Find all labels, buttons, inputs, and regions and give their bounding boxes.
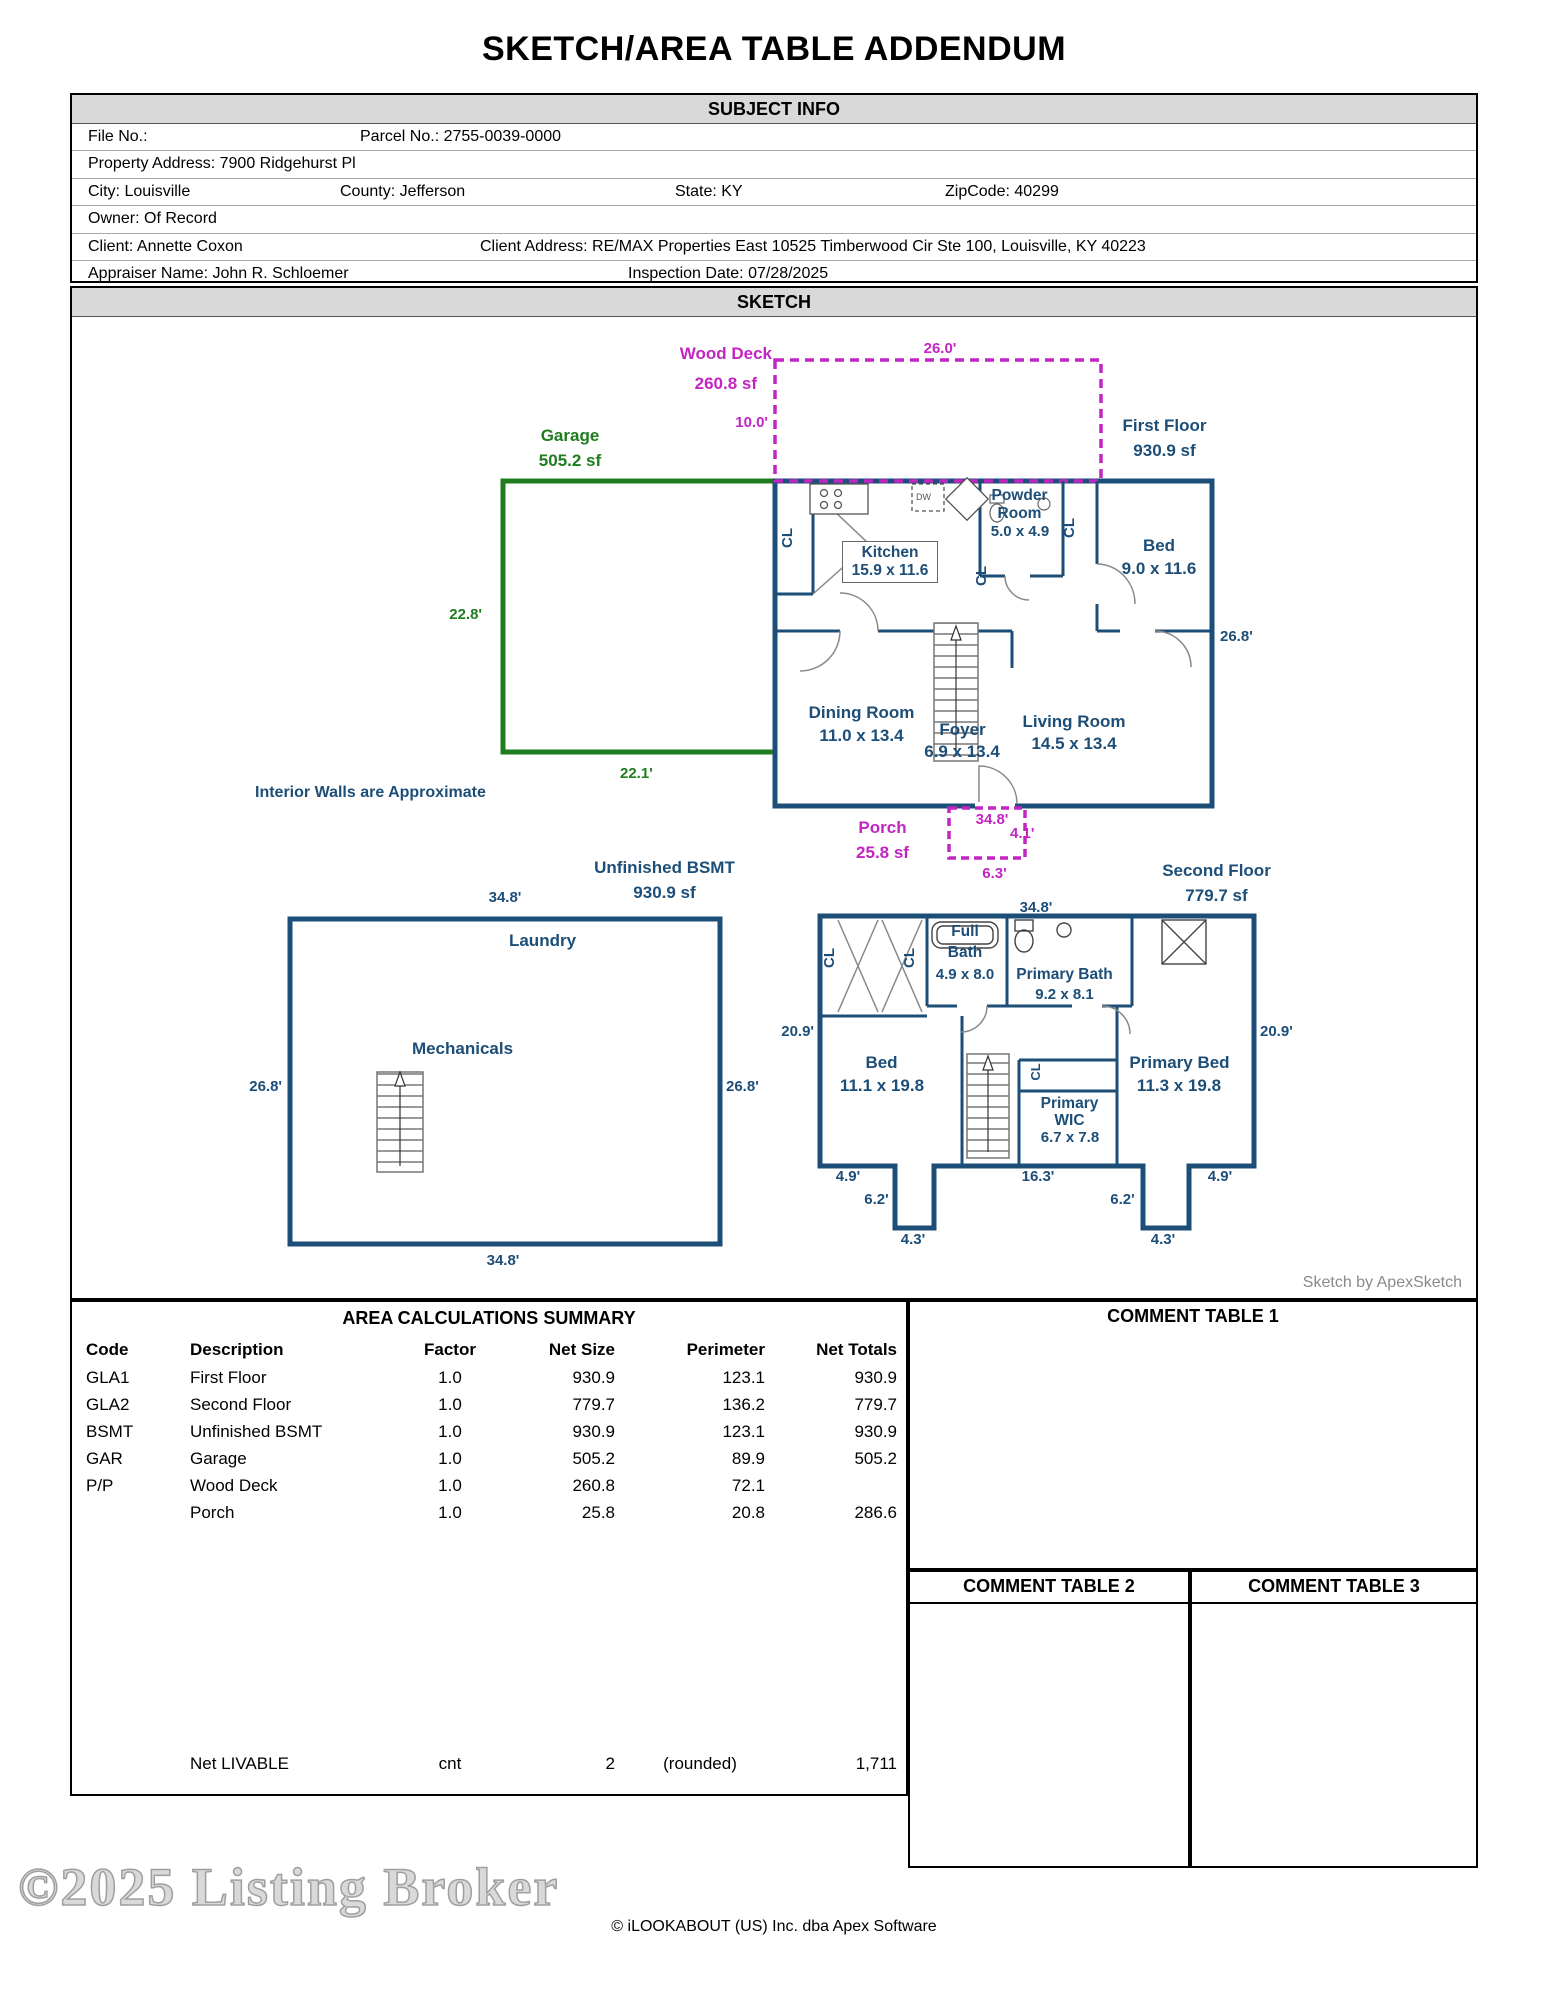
area-table-header: AREA CALCULATIONS SUMMARY (342, 1308, 636, 1328)
page-footer: © iLOOKABOUT (US) Inc. dba Apex Software (611, 1918, 937, 1935)
label-primary-bed: Primary Bed (1129, 1053, 1230, 1072)
subject-row-address (72, 151, 1476, 178)
label-wood-deck: Wood Deck (679, 344, 772, 363)
client-address-field: Client Address: RE/MAX Properties East 10525 Timberwood Cir Ste 100, Louisville, KY 40223 (480, 237, 1146, 255)
label-foyer: Foyer (939, 720, 986, 739)
dim-garage-side: 22.8' (449, 606, 482, 623)
city-field: City: Louisville (88, 182, 191, 200)
label-first-floor-area: 930.9 sf (1133, 441, 1196, 460)
label-garage: Garage (540, 426, 600, 445)
col-net-totals: Net Totals (816, 1340, 897, 1359)
cell-factor: 1.0 (438, 1395, 462, 1414)
net-cnt-value: 2 (605, 1754, 615, 1773)
cell-factor: 1.0 (438, 1368, 462, 1387)
label-second-floor-area: 779.7 sf (1185, 886, 1248, 905)
dim-second-floor-top: 34.8' (1019, 899, 1053, 916)
client-field: Client: Annette Coxon (88, 237, 243, 255)
cell-net-size: 930.9 (572, 1368, 615, 1387)
page-title: SKETCH/AREA TABLE ADDENDUM (481, 30, 1067, 68)
dim-deck-width: 26.0' (923, 340, 957, 357)
label-first-floor: First Floor (1122, 416, 1207, 435)
cell-desc: First Floor (190, 1368, 267, 1387)
label-powder-1: Powder (991, 487, 1048, 504)
cell-net-size: 779.7 (572, 1395, 615, 1414)
cell-code: GAR (86, 1449, 123, 1468)
cell-net-total: 779.7 (854, 1395, 897, 1414)
state-field: State: KY (675, 182, 743, 200)
label-cl-powder: CL (973, 566, 990, 586)
dim-basement-top: 34.8' (488, 889, 522, 906)
cell-net-size: 25.8 (581, 1503, 615, 1522)
cell-factor: 1.0 (438, 1476, 462, 1495)
cell-desc: Garage (190, 1449, 247, 1468)
cell-desc: Second Floor (190, 1395, 292, 1414)
label-powder-dims: 5.0 x 4.9 (990, 523, 1050, 540)
appraiser-field: Appraiser Name: John R. Schloemer (88, 264, 349, 282)
basement-stairs (377, 1072, 423, 1172)
dim-sf-b6: 4.3' (900, 1231, 926, 1248)
net-cnt-label: cnt (438, 1754, 462, 1773)
label-cl-sf-right: CL (901, 948, 918, 968)
col-code: Code (86, 1340, 129, 1359)
cell-net-total: 286.6 (854, 1503, 897, 1522)
cell-factor: 1.0 (438, 1449, 462, 1468)
cell-net-size: 930.9 (572, 1422, 615, 1441)
cell-desc: Unfinished BSMT (190, 1422, 323, 1441)
comment-table-2 (908, 1570, 1190, 1868)
label-bed1-dims: 9.0 x 11.6 (1121, 559, 1197, 578)
property-address-field: Property Address: 7900 Ridgehurst Pl (88, 155, 356, 173)
dim-sf-b1: 4.9' (835, 1168, 861, 1185)
cell-net-size: 260.8 (572, 1476, 615, 1495)
dim-first-floor-right: 26.8' (1220, 628, 1253, 645)
comment-table-1-header: COMMENT TABLE 1 (1107, 1306, 1279, 1326)
cell-net-total: 505.2 (854, 1449, 897, 1468)
label-basement: Unfinished BSMT (594, 858, 735, 877)
col-net-size: Net Size (548, 1340, 615, 1359)
cell-perimeter: 123.1 (722, 1368, 765, 1387)
label-kitchen: Kitchen (861, 544, 919, 561)
label-wic-2: WIC (1054, 1112, 1085, 1129)
label-kitchen-dims: 15.9 x 11.6 (851, 562, 929, 579)
area-calculations-section (70, 1300, 908, 1796)
subject-info-section (70, 93, 1478, 283)
dim-sf-b7: 4.3' (1150, 1231, 1176, 1248)
listing-broker-watermark: ©2025 Listing Broker (18, 1857, 560, 1917)
label-cl-sf-left: CL (821, 948, 838, 968)
floor-plan-drawing (72, 316, 1476, 1298)
label-bed2-dims: 11.1 x 19.8 (839, 1076, 925, 1095)
sketch-section (70, 286, 1478, 1300)
comment-table-3 (1190, 1570, 1478, 1868)
label-basement-area: 930.9 sf (633, 883, 696, 902)
label-living: Living Room (1022, 712, 1126, 731)
label-bed2: Bed (865, 1053, 898, 1072)
label-primary-bed-dims: 11.3 x 19.8 (1136, 1076, 1222, 1095)
label-full-bath-dims: 4.9 x 8.0 (935, 966, 995, 983)
col-perimeter: Perimeter (686, 1340, 765, 1359)
cell-perimeter: 72.1 (731, 1476, 765, 1495)
label-dining: Dining Room (808, 703, 915, 722)
kitchen-fixtures (810, 478, 988, 520)
label-living-dims: 14.5 x 13.4 (1031, 734, 1117, 753)
label-cl-kitchen: CL (779, 528, 796, 548)
label-full-bath-1: Full (951, 923, 979, 940)
cell-code: P/P (86, 1476, 114, 1495)
dim-sf-b3: 16.3' (1021, 1168, 1055, 1185)
dim-porch-right: 4.1' (1010, 825, 1035, 842)
dim-second-floor-left: 20.9' (781, 1023, 814, 1040)
dim-sf-b5: 4.9' (1207, 1168, 1233, 1185)
net-rounded-label: (rounded) (663, 1754, 737, 1773)
cell-net-total: 930.9 (854, 1368, 897, 1387)
dim-basement-bottom: 34.8' (486, 1252, 520, 1269)
garage-walls (503, 481, 775, 752)
label-wood-deck-area: 260.8 sf (694, 374, 757, 393)
inspection-date-field: Inspection Date: 07/28/2025 (628, 264, 829, 282)
comment-table-2-header: COMMENT TABLE 2 (910, 1572, 1188, 1604)
sketch-attribution: Sketch by ApexSketch (1302, 1274, 1462, 1291)
basement-walls (290, 919, 720, 1244)
sketch-header: SKETCH (72, 288, 1476, 317)
comment-table-1 (908, 1300, 1478, 1570)
dim-sf-b2: 6.2' (864, 1191, 889, 1208)
zipcode-field: ZipCode: 40299 (945, 182, 1059, 200)
cell-net-total: 930.9 (854, 1422, 897, 1441)
label-laundry: Laundry (508, 931, 577, 950)
label-cl-wic: CL (1028, 1063, 1043, 1081)
comment-table-3-header: COMMENT TABLE 3 (1192, 1572, 1476, 1604)
cell-desc: Porch (190, 1503, 235, 1522)
label-cl-bed1: CL (1061, 518, 1078, 538)
dim-basement-right: 26.8' (726, 1078, 759, 1095)
label-porch: Porch (858, 818, 907, 837)
label-garage-area: 505.2 sf (538, 451, 602, 470)
dim-first-floor-bottom: 34.8' (975, 811, 1009, 828)
dim-deck-depth: 10.0' (735, 414, 768, 431)
net-livable-label: Net LIVABLE (190, 1754, 289, 1773)
cell-factor: 1.0 (438, 1422, 462, 1441)
cell-code: BSMT (86, 1422, 134, 1441)
file-no-field: File No.: (88, 128, 148, 145)
label-kitchen-box (842, 541, 938, 583)
cell-desc: Wood Deck (190, 1476, 278, 1495)
subject-row-appraiser (72, 261, 1476, 287)
label-full-bath-2: Bath (947, 944, 983, 961)
cell-factor: 1.0 (438, 1503, 462, 1522)
dim-porch-bottom: 6.3' (982, 865, 1007, 882)
cell-perimeter: 123.1 (722, 1422, 765, 1441)
net-total-value: 1,711 (855, 1754, 897, 1773)
subject-row-client (72, 234, 1476, 261)
subject-info-header: SUBJECT INFO (72, 95, 1476, 124)
label-dishwasher: DW (916, 492, 931, 502)
subject-row-file (72, 124, 1476, 151)
sketch-canvas (72, 316, 1476, 1298)
parcel-no-field: Parcel No.: 2755-0039-0000 (360, 128, 562, 145)
label-dining-dims: 11.0 x 13.4 (819, 726, 904, 745)
label-mechanicals: Mechanicals (411, 1039, 514, 1058)
label-second-floor: Second Floor (1162, 861, 1271, 880)
cell-code: GLA1 (86, 1368, 130, 1387)
col-description: Description (190, 1340, 284, 1359)
dim-garage-bottom: 22.1' (620, 765, 653, 782)
subject-row-city (72, 179, 1476, 206)
col-factor: Factor (424, 1340, 476, 1359)
label-interior-walls-note: Interior Walls are Approximate (255, 784, 486, 801)
owner-field: Owner: Of Record (88, 210, 217, 228)
label-wic-dims: 6.7 x 7.8 (1040, 1129, 1100, 1146)
label-powder-2: Room (997, 505, 1042, 522)
label-porch-area: 25.8 sf (856, 843, 909, 862)
cell-perimeter: 89.9 (731, 1449, 765, 1468)
first-floor-stairs (934, 623, 978, 761)
wood-deck-outline (775, 360, 1101, 481)
cell-code: GLA2 (86, 1395, 130, 1414)
cell-net-size: 505.2 (572, 1449, 615, 1468)
county-field: County: Jefferson (340, 182, 466, 200)
cell-perimeter: 20.8 (731, 1503, 765, 1522)
second-floor-stairs (967, 1054, 1009, 1158)
label-wic-1: Primary (1040, 1095, 1099, 1112)
subject-row-owner (72, 206, 1476, 233)
label-primary-bath-dims: 9.2 x 8.1 (1035, 986, 1094, 1003)
dim-basement-left: 26.8' (249, 1078, 282, 1095)
dim-second-floor-right: 20.9' (1260, 1023, 1293, 1040)
label-foyer-dims: 6.9 x 13.4 (924, 742, 1000, 761)
label-primary-bath: Primary Bath (1016, 966, 1113, 983)
cell-perimeter: 136.2 (722, 1395, 765, 1414)
dim-sf-b4: 6.2' (1110, 1191, 1135, 1208)
label-bed1: Bed (1142, 536, 1176, 555)
